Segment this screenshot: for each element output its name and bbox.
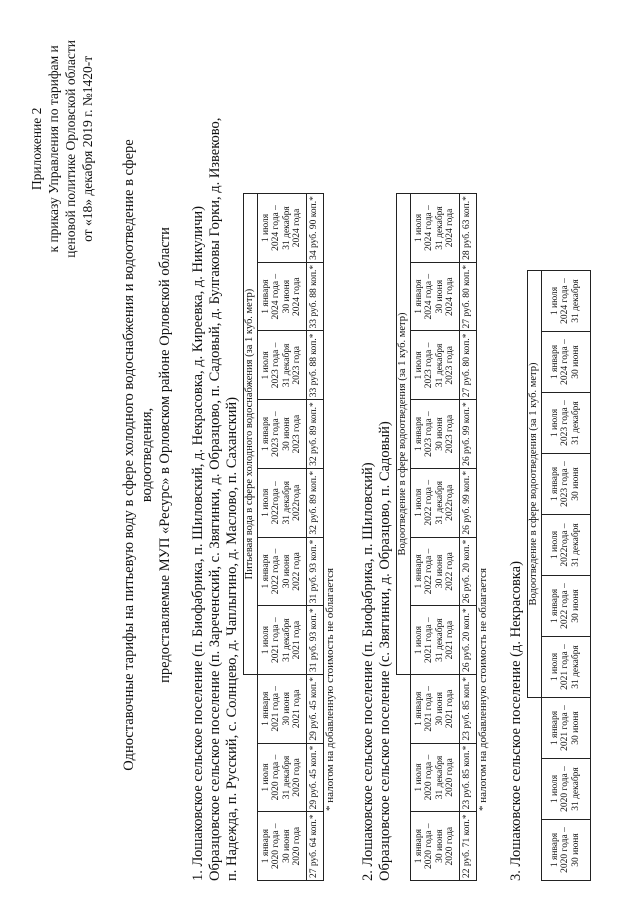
period-line: 2023 года – [560, 400, 571, 446]
period-line: 1 января [413, 416, 424, 452]
period-line: 2020 года – [424, 823, 434, 869]
period-line: 30 июня [281, 279, 292, 314]
period-line: 1 июля [549, 652, 560, 682]
period-line: 1 января [260, 279, 271, 314]
period-line: 2024 года [445, 208, 455, 248]
period-line: 2021 года – [424, 685, 434, 732]
period-line: 2024 года – [424, 205, 434, 251]
period-line: 2023 года – [560, 461, 571, 507]
period-line: 2022года – [560, 523, 571, 567]
section-heading: 2. Лошаковское сельское поселение (п. Биофабрика, п. Шиловский) [360, 462, 376, 881]
period-line: 30 июня [570, 833, 581, 867]
tariff-value: 31 руб. 93 коп.* [306, 537, 323, 606]
tariff-value: 27 руб. 80 коп.* [459, 331, 476, 400]
period-header [410, 400, 459, 469]
period-header [410, 468, 459, 537]
appendix-line: к приказу Управления по тарифам и [46, 45, 61, 253]
period-line: 2021 года – [560, 705, 571, 751]
section-1 [190, 11, 337, 881]
period-line: 1 июля [413, 763, 424, 792]
period-header [410, 743, 459, 812]
period-line: 1 января [549, 588, 560, 624]
period-line: 2021 года – [271, 685, 281, 732]
period-header [257, 606, 306, 675]
period-header [410, 674, 459, 743]
period-line: 2024 года [445, 277, 455, 316]
period-line: 31 декабря [434, 206, 445, 250]
section-heading: п. Надежда, п. Русский, с. Солнцево, д. Чаплыгино, д. Маслово, п. Саханский) [224, 396, 240, 881]
period-line: 2020 года [292, 758, 302, 797]
period-line: 2021 года [445, 620, 455, 660]
period-line: 1 июля [549, 530, 560, 560]
period-line: 2022 года – [560, 583, 571, 629]
period-line: 30 июня [570, 711, 581, 745]
tariff-value: 23 руб. 85 коп.* [459, 743, 476, 812]
period-line: 2020 года – [424, 754, 434, 801]
period-line: 2023 года – [424, 342, 434, 389]
period-line: 2024 года – [271, 205, 281, 251]
appendix-line: Приложение 2 [29, 107, 44, 191]
appendix-line: от «18» декабря 2019 г. №1420-т [80, 55, 95, 242]
tariff-value: 33 руб. 88 коп.* [306, 262, 323, 331]
period-line: 2023 года [292, 346, 302, 385]
tariff-value: 29 руб. 45 коп.* [306, 674, 323, 743]
period-line: 2021 года [292, 689, 302, 729]
period-line: 2023 года [292, 414, 302, 454]
period-header [257, 537, 306, 606]
period-line: 1 января [413, 691, 424, 726]
period-line: 31 декабря [570, 523, 581, 567]
period-header [410, 812, 459, 881]
period-line: 31 декабря [281, 755, 292, 800]
table-row [306, 194, 323, 881]
period-line: 1 июля [549, 774, 560, 804]
period-header [410, 606, 459, 675]
table-title: Водоотведение в сфере водоотведения (за 1 куб. метр) [397, 194, 411, 675]
period-line: 2022 года [445, 552, 455, 591]
period-header [541, 393, 590, 454]
period-line: 30 июня [570, 345, 581, 379]
tariff-value: 26 руб. 20 коп.* [459, 606, 476, 675]
title-line: предоставляемые МУП «Ресурс» в Орловском районе Орловской области [157, 227, 173, 683]
period-line: 1 января [549, 344, 560, 380]
period-header [410, 194, 459, 263]
section-heading: 1. Лошаковское сельское поселение (п. Биофабрика, п. Шиловский, д. Некрасовка, д. Киреевка, д. Никуличи) [190, 205, 206, 881]
period-line: 30 июня [281, 829, 292, 863]
period-line: 2023 года [445, 414, 455, 454]
period-header [257, 400, 306, 469]
period-line: 1 июля [413, 213, 424, 243]
period-line: 1 января [413, 279, 424, 314]
title-line: Одноставочные тарифы на питьевую воду в сфере холодного водоснабжения и водоотведение в сфере водоотведения, [121, 139, 155, 771]
period-header [541, 576, 590, 637]
period-line: 2022 года – [424, 548, 434, 595]
section-3 [508, 11, 591, 881]
period-line: 2023 года – [271, 342, 281, 389]
period-line: 1 января [260, 416, 271, 452]
period-line: 1 января [260, 829, 271, 864]
table-header-row [541, 271, 590, 881]
vat-note: * налогом на добавленную стоимость не облагается [476, 567, 489, 811]
period-line: 31 декабря [434, 480, 445, 525]
period-line: 2022 года – [271, 548, 281, 595]
period-line: 1 января [549, 832, 560, 868]
period-line: 2024 года – [560, 278, 571, 324]
tariff-value: 27 руб. 80 коп.* [459, 262, 476, 331]
period-line: 31 декабря [434, 618, 445, 662]
tariff-value: 31 руб. 93 коп.* [306, 606, 323, 675]
period-header [541, 454, 590, 515]
section-2 [360, 11, 490, 881]
period-line: 1 июля [413, 626, 424, 655]
period-header [541, 759, 590, 820]
period-header [541, 637, 590, 698]
period-line: 2021 года – [424, 617, 434, 663]
table-title: Питьевая вода в сфере холодного водоснабжения (за 1 куб. метр) [244, 194, 258, 675]
section-heading: Образцовское сельское поселение (с. Звягинки, д. Образцово, п. Садовый) [377, 421, 393, 881]
period-line: 1 июля [260, 763, 271, 792]
period-line: 1 января [549, 466, 560, 502]
period-line: 2022года [292, 484, 302, 521]
tariff-table [243, 193, 324, 881]
period-line: 31 декабря [570, 767, 581, 811]
period-line: 1 июля [413, 488, 424, 517]
period-line: 1 июля [260, 351, 271, 380]
period-line: 1 января [260, 554, 271, 589]
section-heading: Образцовское сельское поселение (п. Зареченский, с. Звягинки, д. Образцово, п. Садовый, д. Булгаковы Горки, д. Извеково, [207, 117, 223, 881]
period-line: 2023 года – [271, 411, 281, 457]
period-line: 31 декабря [281, 480, 292, 525]
tariff-value: 23 руб. 85 коп.* [459, 674, 476, 743]
period-line: 1 июля [260, 488, 271, 517]
period-header [541, 332, 590, 393]
period-line: 2022 года [292, 552, 302, 591]
tariff-value: 27 руб. 64 коп.* [306, 812, 323, 881]
period-line: 31 декабря [570, 279, 581, 323]
period-line: 31 декабря [281, 343, 292, 388]
period-line: 1 января [413, 554, 424, 589]
appendix-header [28, 40, 96, 258]
period-line: 30 июня [434, 829, 445, 863]
period-line: 30 июня [570, 589, 581, 623]
tariff-value: 26 руб. 99 коп.* [459, 400, 476, 469]
period-line: 2020 года – [560, 827, 571, 873]
period-line: 2020 года – [560, 766, 571, 812]
period-header [257, 262, 306, 331]
period-line: 1 января [413, 829, 424, 864]
period-line: 2022 года – [424, 479, 434, 526]
period-line: 1 июля [260, 626, 271, 655]
period-header [410, 331, 459, 400]
period-line: 31 декабря [434, 343, 445, 388]
period-line: 2021 года [292, 620, 302, 660]
period-line: 30 июня [281, 554, 292, 589]
period-line: 30 июня [434, 417, 445, 451]
tariff-table [527, 270, 591, 881]
period-line: 1 января [260, 691, 271, 726]
tariff-value: 29 руб. 45 коп.* [306, 743, 323, 812]
table-header-row [257, 194, 306, 881]
period-line: 1 июля [549, 408, 560, 438]
period-line: 31 декабря [281, 206, 292, 250]
section-heading: 3. Лошаковское сельское поселение (д. Некрасовка) [508, 561, 524, 881]
appendix-line: ценовой политике Орловской области [63, 40, 78, 258]
period-line: 2020 года [445, 826, 455, 866]
period-line: 1 июля [413, 351, 424, 380]
period-line: 2022года [445, 484, 455, 521]
period-line: 2020 года – [271, 823, 281, 869]
tariff-value: 22 руб. 71 коп.* [459, 812, 476, 881]
tariff-value: 32 руб. 89 коп.* [306, 400, 323, 469]
period-header [257, 743, 306, 812]
period-line: 2024 года – [271, 273, 281, 320]
period-header [541, 515, 590, 576]
tariff-value: 28 руб. 63 коп.* [459, 194, 476, 263]
period-line: 31 декабря [570, 645, 581, 689]
table-title: Водоотведение в сфере водоотведения (за 1 куб. метр) [528, 271, 542, 698]
period-line: 30 июня [281, 417, 292, 451]
period-line: 2022года – [271, 481, 281, 525]
vat-note: * налогом на добавленную стоимость не облагается [323, 567, 336, 811]
period-line: 2024 года [292, 277, 302, 316]
period-line: 30 июня [434, 554, 445, 589]
tariff-value: 26 руб. 20 коп.* [459, 537, 476, 606]
period-line: 2024 года – [560, 339, 571, 385]
period-line: 2024 года [292, 208, 302, 248]
period-line: 2020 года [445, 758, 455, 797]
period-line: 30 июня [434, 279, 445, 314]
period-header [410, 537, 459, 606]
period-header [541, 271, 590, 332]
period-header [257, 331, 306, 400]
table-header-row [410, 194, 459, 881]
tariff-value: 32 руб. 89 коп.* [306, 468, 323, 537]
period-line: 1 июля [549, 286, 560, 316]
tariff-value: 34 руб. 90 коп.* [306, 194, 323, 263]
period-line: 30 июня [281, 692, 292, 726]
period-header [257, 812, 306, 881]
tariff-table [396, 193, 477, 881]
table-row [459, 194, 476, 881]
period-line: 30 июня [570, 467, 581, 501]
period-line: 2020 года [292, 826, 302, 866]
period-line: 2021 года – [271, 617, 281, 663]
period-header [257, 468, 306, 537]
period-header [541, 698, 590, 759]
tariff-value: 33 руб. 88 коп.* [306, 331, 323, 400]
period-line: 2023 года – [424, 411, 434, 457]
period-line: 2021 года [445, 689, 455, 729]
period-header [410, 262, 459, 331]
period-header [257, 674, 306, 743]
document-title [120, 135, 174, 775]
tariff-value: 26 руб. 99 коп.* [459, 468, 476, 537]
period-line: 1 июля [260, 213, 271, 243]
period-header [257, 194, 306, 263]
period-line: 2024 года – [424, 273, 434, 320]
period-line: 2023 года [445, 346, 455, 385]
period-line: 31 декабря [281, 618, 292, 662]
period-line: 2020 года – [271, 754, 281, 801]
period-line: 31 декабря [434, 755, 445, 800]
period-line: 30 июня [434, 692, 445, 726]
period-header [541, 820, 590, 881]
period-line: 2021 года – [560, 644, 571, 690]
period-line: 31 декабря [570, 401, 581, 445]
period-line: 1 января [549, 710, 560, 746]
